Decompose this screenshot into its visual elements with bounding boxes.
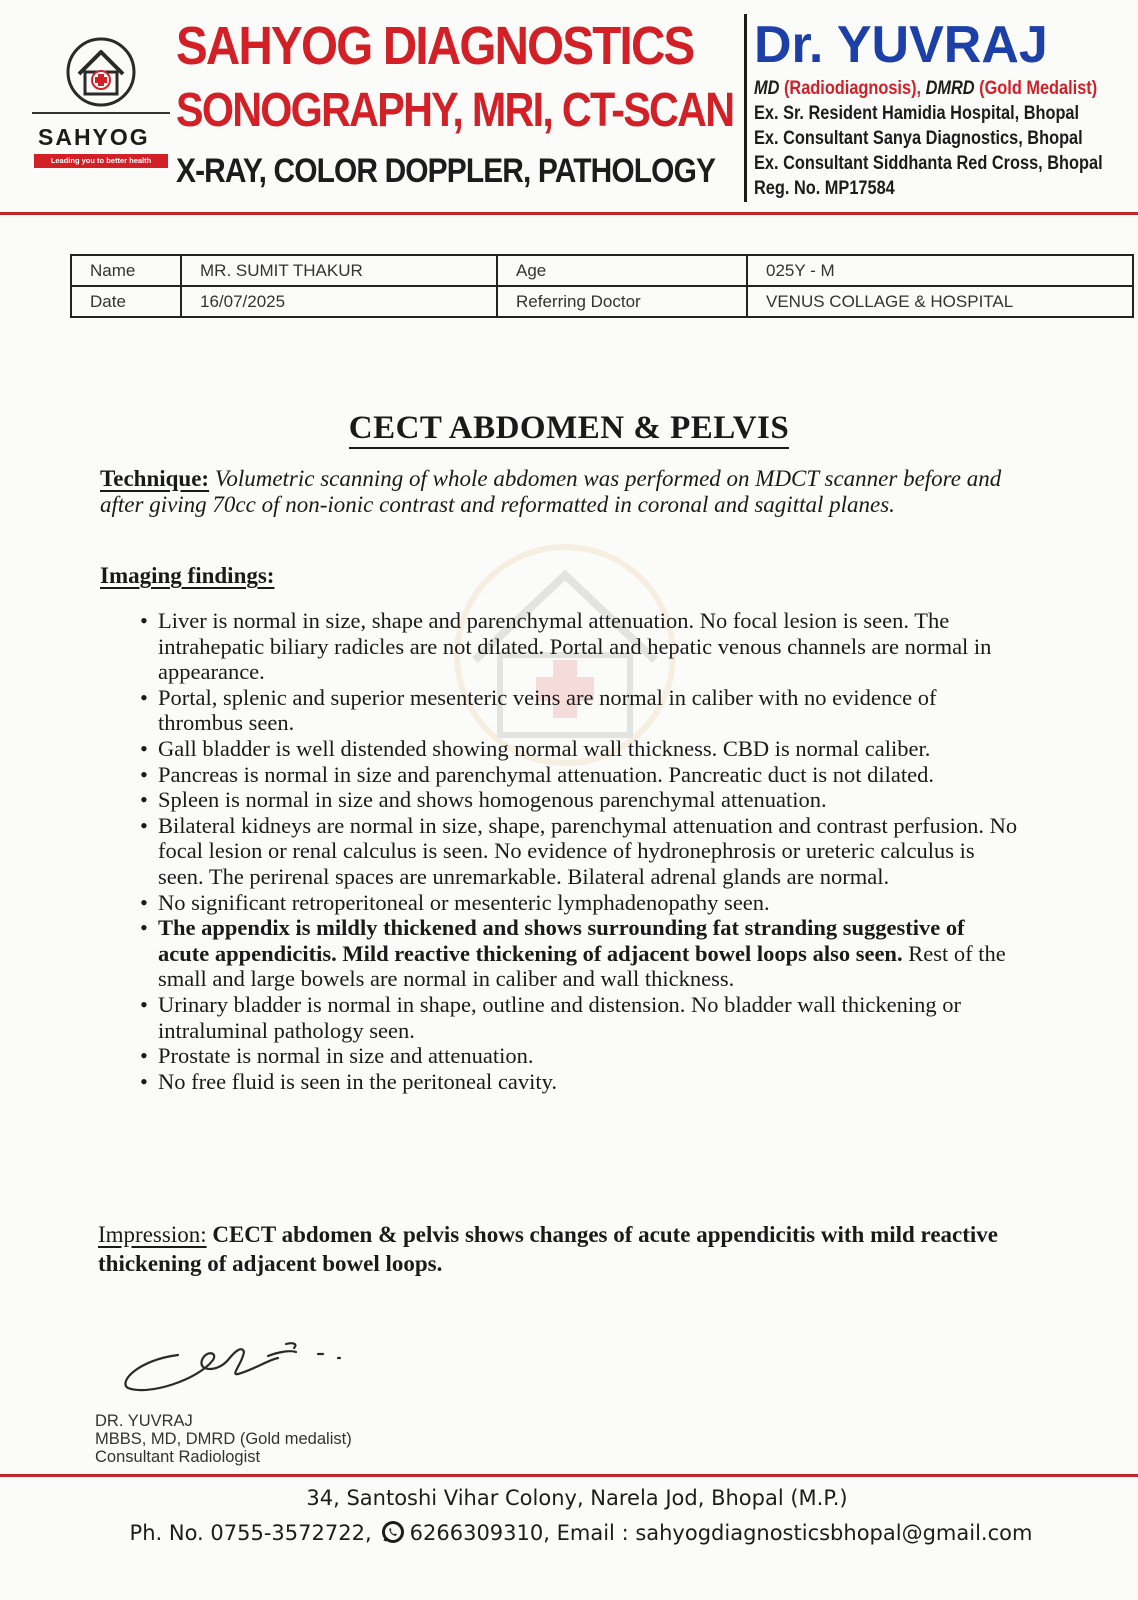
technique-label: Technique: [100, 466, 210, 491]
signatory-qualification: MBBS, MD, DMRD (Gold medalist) [95, 1430, 352, 1448]
date-value: 16/07/2025 [181, 286, 497, 317]
table-row [71, 255, 1133, 286]
appendix-finding-rest: Rest of the small and large bowels are normal in caliber and wall thickness. [158, 940, 1006, 992]
sahyog-logo [32, 36, 170, 176]
doctor-name: Dr. YUVRAJ [754, 16, 1048, 74]
registration-number: Reg. No. MP17584 [754, 178, 895, 199]
experience-line: Ex. Consultant Siddhanta Red Cross, Bhopal [754, 153, 1103, 174]
list-item: • Liver is normal in size, shape and parenchymal attenuation. No focal lesion is seen. The intrahepatic biliary radicles are not dilated. Portal and hepatic venous channels are normal in appearance. [140, 608, 1020, 685]
referring-doctor-label: Referring Doctor [497, 286, 747, 317]
qual-md: MD [754, 78, 780, 99]
signatory-name: DR. YUVRAJ [95, 1412, 193, 1430]
footer-contact [0, 1514, 1138, 1552]
services-line-1: SONOGRAPHY, MRI, CT-SCAN [176, 84, 734, 137]
footer-address: 34, Santoshi Vihar Colony, Narela Jod, Bhopal (M.P.) [306, 1486, 848, 1510]
footer-email: Email : sahyogdiagnosticsbhopal@gmail.com [556, 1521, 1033, 1545]
qual-dmrd: DMRD [925, 78, 975, 99]
patient-info-table [70, 254, 1134, 318]
list-item: • Prostate is normal in size and attenuation. [140, 1043, 1020, 1069]
technique-section [100, 466, 1035, 518]
technique-text: Volumetric scanning of whole abdomen was performed on MDCT scanner before and after giving 70cc of non-ionic contrast and reformatted in coronal and sagittal planes. [100, 466, 1002, 517]
qual-md-spec: (Radiodiagnosis), [783, 78, 922, 99]
experience-line: Ex. Consultant Sanya Diagnostics, Bhopal [754, 128, 1083, 149]
logo-divider [32, 112, 170, 114]
whatsapp-icon [380, 1519, 406, 1545]
name-value: MR. SUMIT THAKUR [181, 255, 497, 286]
findings-heading: Imaging findings: [100, 563, 275, 588]
qual-dmrd-spec: (Gold Medalist) [979, 78, 1098, 99]
header-vertical-divider [744, 14, 747, 202]
age-value: 025Y - M [747, 255, 1133, 286]
list-item: • Pancreas is normal in size and parenchymal attenuation. Pancreatic duct is not dilated. [140, 762, 1020, 788]
signatory-designation: Consultant Radiologist [95, 1448, 261, 1466]
experience-line: Ex. Sr. Resident Hamidia Hospital, Bhopal [754, 103, 1080, 124]
lab-heading [176, 14, 744, 198]
list-item: • Urinary bladder is normal in shape, outline and distension. No bladder wall thickening or intraluminal pathology seen. [140, 992, 1020, 1043]
impression-section [98, 1220, 1038, 1278]
list-item: • Bilateral kidneys are normal in size, shape, parenchymal attenuation and contrast perfusion. No focal lesion or renal calculus is seen. No evidence of hydronephrosis or ureteric calculus is seen. The perirenal spaces are unremarkable. Bilateral adrenal glands are normal. [140, 813, 1020, 890]
appendix-finding-bold: The appendix is mildly thickened and shows surrounding fat stranding suggestive of acute appendicitis. Mild reactive thickening of adjacent bowel loops also seen. [158, 915, 965, 966]
referring-doctor-value: VENUS COLLAGE & HOSPITAL [747, 286, 1133, 317]
home-cross-logo-icon [63, 36, 139, 108]
list-item: • No free fluid is seen in the peritoneal cavity. [140, 1069, 1020, 1095]
footer [0, 1482, 1138, 1552]
list-item: • Portal, splenic and superior mesenteric veins are normal in caliber with no evidence of thrombus seen. [140, 685, 1020, 736]
list-item: • Spleen is normal in size and shows homogenous parenchymal attenuation. [140, 787, 1020, 813]
footer-whatsapp: 6266309310, [409, 1521, 550, 1545]
table-row [71, 286, 1133, 317]
header-rule [0, 212, 1138, 215]
lab-name: SAHYOG DIAGNOSTICS [176, 16, 694, 76]
list-item: • No significant retroperitoneal or mesenteric lymphadenopathy seen. [140, 890, 1020, 916]
findings-list [140, 608, 1020, 1094]
doctor-qualifications [754, 76, 1098, 101]
logo-tagline: Leading you to better health [34, 154, 168, 168]
services-line-2: X-RAY, COLOR DOPPLER, PATHOLOGY [176, 152, 716, 190]
doctor-heading [754, 14, 1134, 201]
footer-phone: Ph. No. 0755-3572722, [129, 1521, 372, 1545]
logo-wordmark: SAHYOG [38, 124, 150, 150]
signature-icon [118, 1330, 348, 1400]
list-item: • Gall bladder is well distended showing normal wall thickness. CBD is normal caliber. [140, 736, 1020, 762]
impression-label: Impression: [98, 1222, 207, 1247]
report-title: CECT ABDOMEN & PELVIS [0, 410, 1138, 447]
list-item-appendix [140, 915, 1020, 992]
signatory-block [95, 1412, 352, 1466]
name-label: Name [71, 255, 181, 286]
footer-rule [0, 1474, 1138, 1477]
impression-text: CECT abdomen & pelvis shows changes of acute appendicitis with mild reactive thickening of adjacent bowel loops. [98, 1222, 999, 1276]
letterhead [0, 0, 1138, 222]
date-label: Date [71, 286, 181, 317]
age-label: Age [497, 255, 747, 286]
